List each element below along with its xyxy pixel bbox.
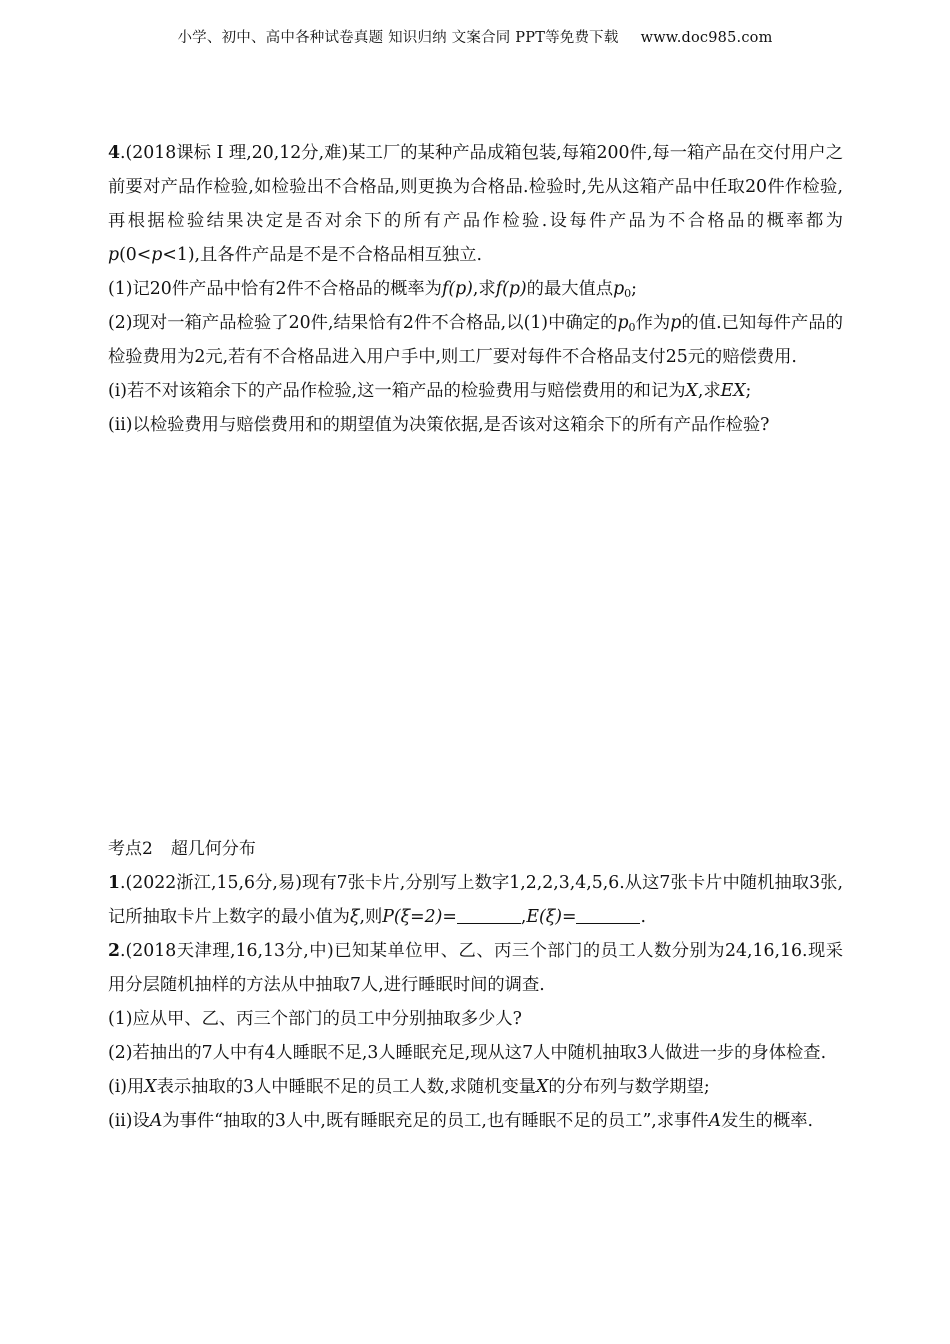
question-1 — [108, 866, 843, 934]
q4-p0-sub: 0 — [624, 287, 632, 300]
q2-sub-ii-b: 为事件“抽取的3人中,既有睡眠充足的员工,也有睡眠不足的员工”,求事件 — [162, 1111, 709, 1131]
q4-cond-open: (0< — [119, 245, 152, 265]
q4-var-p-3: p — [670, 313, 682, 333]
q4-source: .(2018课标 Ⅰ 理,20,12分,难) — [120, 143, 349, 163]
q2-part-2: (2)若抽出的7人中有4人睡眠不足,3人睡眠充足,现从这7人中随机抽取3人做进一步的身体检查. — [108, 1043, 827, 1063]
q4-cond-close: <1),且各件产品是不是不合格品相互独立. — [162, 245, 483, 265]
q4-sub-i — [108, 374, 843, 408]
q2-var-x: X — [144, 1077, 157, 1097]
q2-sub-ii-c: 发生的概率. — [721, 1111, 814, 1131]
q4-sub-i-end: ; — [745, 381, 752, 401]
q4-part1-b: ,求 — [472, 279, 496, 299]
q4-var-p-2: p — [151, 245, 163, 265]
q2-sub-i-a: (i)用 — [108, 1077, 145, 1097]
q4-part1-a: (1)记20件产品中恰有2件不合格品的概率为 — [108, 279, 442, 299]
q2-source: .(2018天津理,16,13分,中) — [120, 941, 334, 961]
q2-part-1: (1)应从甲、乙、丙三个部门的员工中分别抽取多少人? — [108, 1009, 522, 1029]
q2-var-x-2: X — [536, 1077, 549, 1097]
q1-end: . — [640, 907, 646, 927]
question-4 — [108, 136, 843, 442]
q2-number: 2 — [108, 941, 121, 961]
q4-p0-b-sub: 0 — [628, 321, 636, 334]
q4-ex: EX — [720, 381, 746, 401]
q1-source: .(2022浙江,15,6分,易) — [120, 873, 302, 893]
q1-answer-blank-1[interactable] — [457, 907, 521, 924]
q4-sub-ii: (ii)以检验费用与赔偿费用和的期望值为决策依据,是否该对这箱余下的所有产品作检验? — [108, 415, 770, 435]
q4-part2-a: (2)现对一箱产品检验了20件,结果恰有2件不合格品,以(1)中确定的 — [108, 313, 618, 333]
q4-p0: p — [613, 279, 625, 299]
q1-stem: 现有7张卡片,分别写上数字1,2,2,3,4,5,6.从这7张卡片中随机抽取3张,记所抽取卡片上数字的最小值为 — [108, 873, 844, 927]
q4-sub-i-b: ,求 — [697, 381, 721, 401]
q2-stem: 已知某单位甲、乙、丙三个部门的员工人数分别为24,16,16.现采用分层随机抽样的方法从中抽取7人,进行睡眠时间的调查. — [108, 941, 843, 995]
q4-stem — [108, 136, 843, 272]
q2-sub-i-c: 的分布列与数学期望; — [548, 1077, 710, 1097]
q1-e-expr: E(ξ)= — [526, 907, 577, 927]
page-header — [0, 26, 950, 47]
q2-sub-i-b: 表示抽取的3人中睡眠不足的员工人数,求随机变量 — [156, 1077, 537, 1097]
topic-heading — [108, 832, 843, 866]
q1-number: 1 — [108, 873, 121, 893]
q1-then: ,则 — [359, 907, 383, 927]
topic-title: 超几何分布 — [170, 839, 256, 859]
q4-part1-end: ; — [631, 279, 637, 299]
q4-part1-c: 的最大值点 — [526, 279, 614, 299]
q4-part-2 — [108, 306, 843, 374]
q4-number: 4 — [108, 143, 121, 163]
header-site: www.doc985.com — [640, 30, 773, 46]
q4-var-x: X — [685, 381, 698, 401]
q4-part2-c: 的值.已知每件产品的检验费用为2元,若有不合格品进入用户手中,则工厂要对每件不合格品支付25元的赔偿费用. — [108, 313, 843, 367]
q4-fp-2: f(p) — [495, 279, 527, 299]
q1-answer-blank-2[interactable] — [576, 907, 640, 924]
q1-xi: ξ — [349, 907, 360, 927]
question-2 — [108, 934, 843, 1002]
topic-label: 考点2 — [108, 839, 153, 859]
q4-stem-text: 某工厂的某种产品成箱包装,每箱200件,每一箱产品在交付用户之前要对产品作检验,如检验出不合格品,则更换为合格品.检验时,先从这箱产品中任取20件作检验,再根据检验结果决定是否对余下的所有产品作检验.设每件产品为不合格品的概率都为 — [108, 143, 843, 231]
header-text: 小学、初中、高中各种试卷真题 知识归纳 文案合同 PPT等免费下载 — [177, 30, 619, 46]
q1-comma: , — [520, 907, 527, 927]
q2-var-a-2: A — [708, 1111, 722, 1131]
topic-section — [108, 832, 843, 1138]
q2-sub-ii — [108, 1104, 843, 1138]
q4-part-1 — [108, 272, 843, 306]
q4-p0-b: p — [617, 313, 629, 333]
q4-fp: f(p) — [441, 279, 473, 299]
q2-sub-ii-a: (ii)设 — [108, 1111, 150, 1131]
q2-var-a: A — [149, 1111, 163, 1131]
q4-part2-b: 作为 — [635, 313, 671, 333]
q4-sub-i-a: (i)若不对该箱余下的产品作检验,这一箱产品的检验费用与赔偿费用的和记为 — [108, 381, 686, 401]
q2-sub-i — [108, 1070, 843, 1104]
q4-var-p: p — [108, 245, 120, 265]
q1-p-expr: P(ξ=2)= — [382, 907, 457, 927]
